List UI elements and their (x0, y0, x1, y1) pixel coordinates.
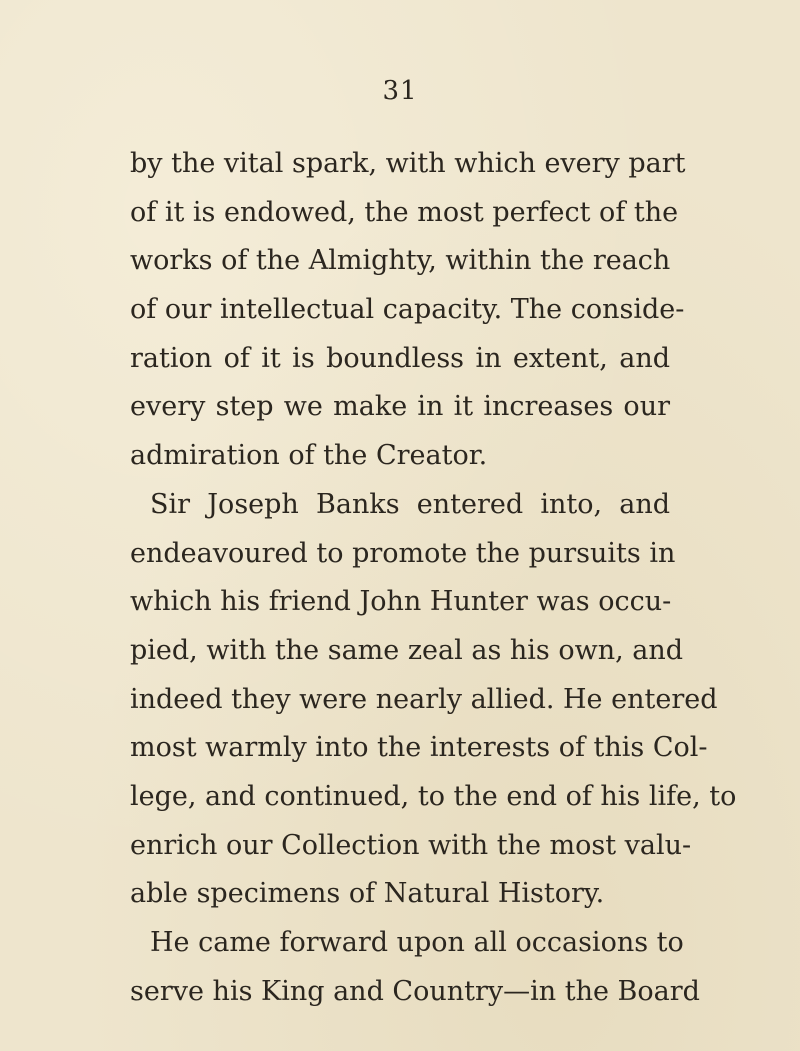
text-line: by the vital spark, with which every part (130, 148, 686, 179)
text-line: every step we make in it increases our (130, 391, 670, 423)
text-line: serve his King and Country—in the Board (130, 975, 700, 1007)
text-line: of it is endowed, the most perfect of the (130, 196, 679, 228)
text-line: indeed they were nearly allied. He entered (130, 683, 718, 715)
text-line: able specimens of Natural History. (130, 878, 605, 910)
text-line: Sir Joseph Banks entered into, and (150, 488, 670, 520)
text-line: works of the Almighty, within the reach (130, 245, 671, 277)
text-line: of our intellectual capacity. The conside- (130, 294, 685, 326)
page-number: 31 (382, 76, 418, 106)
text-line: pied, with the same zeal as his own, and (130, 634, 684, 666)
text-line: lege, and continued, to the end of his life, to (130, 780, 737, 812)
text-line: which his friend John Hunter was occu- (130, 586, 672, 618)
body-text (130, 140, 737, 1016)
text-line: ration of it is boundless in extent, and (130, 342, 670, 374)
text-line: admiration of the Creator. (130, 440, 488, 472)
text-line: endeavoured to promote the pursuits in (130, 537, 676, 569)
text-line: most warmly into the interests of this Col- (130, 732, 708, 764)
text-line: He came forward upon all occasions to (150, 927, 684, 958)
text-line: enrich our Collection with the most valu- (130, 829, 692, 861)
